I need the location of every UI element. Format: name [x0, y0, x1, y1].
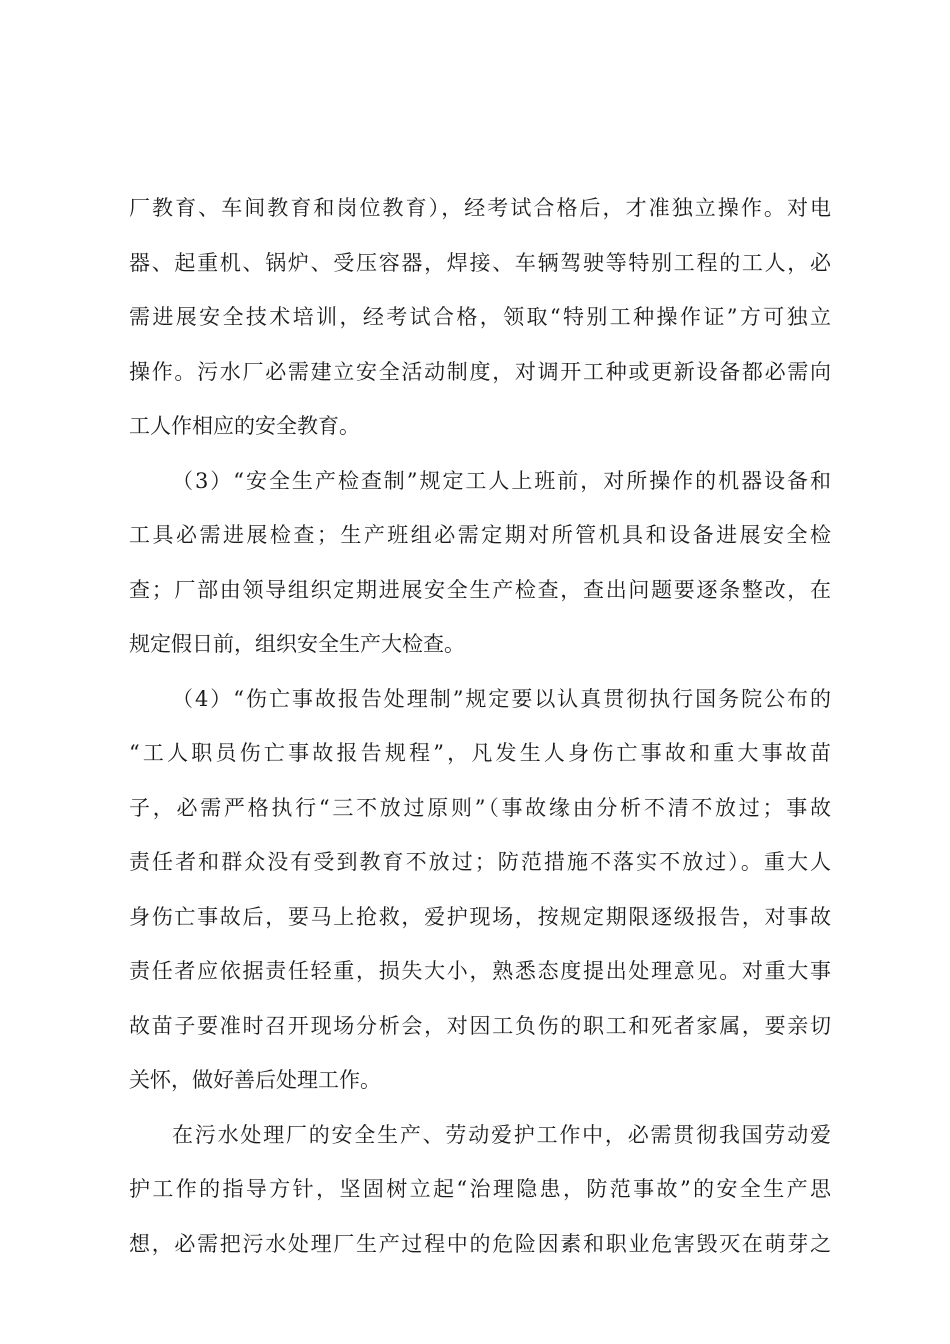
text-line: 规定假日前，组织安全生产大检查。: [129, 632, 465, 656]
text-line: 工人作相应的安全教育。: [129, 414, 360, 438]
text-line: 身伤亡事故后，要马上抢救，爱护现场，按规定期限逐级报告，对事故: [129, 904, 831, 929]
text-line: 责任者和群众没有受到教育不放过；防范措施不落实不放过）。重大人: [129, 850, 831, 874]
text-line: （3）“安全生产检查制”规定工人上班前，对所操作的机器设备和: [172, 468, 831, 493]
text-line: 在污水处理厂的安全生产、劳动爱护工作中，必需贯彻我国劳动爱: [172, 1122, 831, 1147]
text-line: 故苗子要准时召开现场分析会，对因工负伤的职工和死者家属，要亲切: [129, 1013, 831, 1038]
text-line: 关怀，做好善后处理工作。: [129, 1068, 381, 1092]
text-line: 护工作的指导方针，坚固树立起“治理隐患，防范事故”的安全生产思: [129, 1177, 831, 1201]
document-body: [129, 181, 831, 1271]
paragraph-accident-report: [129, 672, 831, 1108]
text-line: 查；厂部由领导组织定期进展安全生产检查，查出问题要逐条整改，在: [129, 577, 831, 602]
text-line: 厂教育、车间教育和岗位教育），经考试合格后，才准独立操作。对电: [129, 196, 831, 220]
text-line: 操作。污水厂必需建立安全活动制度，对调开工种或更新设备都必需向: [129, 359, 831, 384]
paragraph-safety-inspection: [129, 454, 831, 672]
text-line: 工具必需进展检查；生产班组必需定期对所管机具和设备进展安全检: [129, 523, 831, 547]
text-line: “工人职员伤亡事故报告规程”，凡发生人身伤亡事故和重大事故苗: [129, 741, 831, 765]
text-line: 器、起重机、锅炉、受压容器，焊接、车辆驾驶等特别工程的工人，必: [129, 250, 831, 275]
text-line: 需进展安全技术培训，经考试合格，领取“特别工种操作证”方可独立: [129, 305, 831, 329]
text-line: 想，必需把污水处理厂生产过程中的危险因素和职业危害毁灭在萌芽之: [129, 1231, 831, 1256]
text-line: 子，必需严格执行“三不放过原则”（事故缘由分析不清不放过；事故: [129, 795, 831, 820]
paragraph-training: [129, 181, 831, 454]
text-line: 责任者应依据责任轻重，损失大小，熟悉态度提出处理意见。对重大事: [129, 959, 831, 983]
paragraph-guiding-policy: [129, 1108, 831, 1272]
text-line: （4）“伤亡事故报告处理制”规定要以认真贯彻执行国务院公布的: [172, 686, 831, 711]
